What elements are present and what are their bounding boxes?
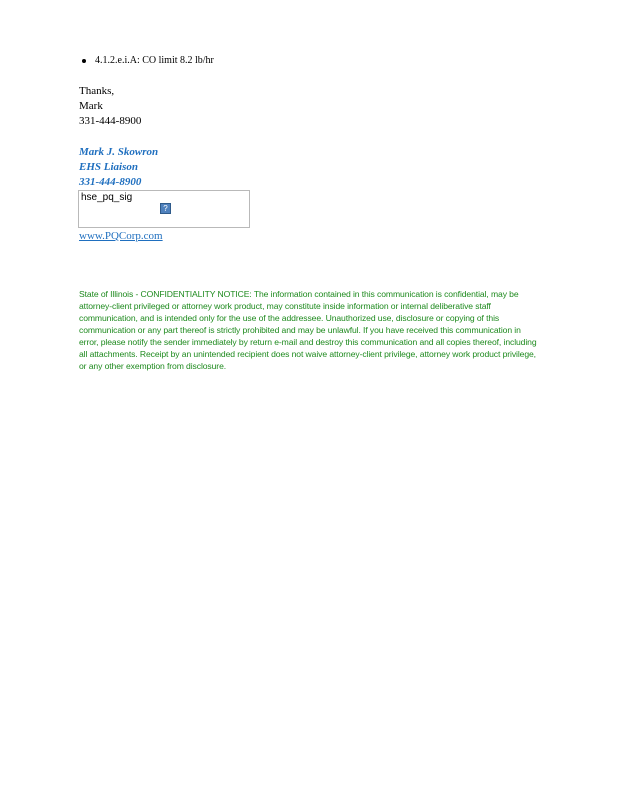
signature-name: Mark J. Skowron xyxy=(79,146,159,158)
closing-phone: 331-444-8900 xyxy=(79,115,142,127)
bullet-icon xyxy=(82,59,86,63)
website-link[interactable]: www.PQCorp.com xyxy=(79,230,163,242)
signature-image-placeholder xyxy=(78,190,250,228)
image-alt-text: hse_pq_sig xyxy=(81,192,133,203)
bullet-list xyxy=(79,54,214,68)
signature-phone: 331-444-8900 xyxy=(79,176,142,188)
list-item-text: 4.1.2.e.i.A: CO limit 8.2 lb/hr xyxy=(95,55,214,66)
closing-name: Mark xyxy=(79,100,103,112)
broken-image-icon: ? xyxy=(160,203,171,214)
closing-thanks: Thanks, xyxy=(79,85,115,97)
list-item xyxy=(79,54,214,68)
confidentiality-notice: State of Illinois - CONFIDENTIALITY NOTICE: The information contained in this communication is confidential, may be attorney-client privileged or attorney work product, may constitute inside information or internal deliberative staff communication, and is intended only for the use of the addressee. Unauthorized use, disclosure or copying of this communication or any part thereof is strictly prohibited and may be unlawful. If you have received this communication in error, please notify the sender immediately by return e-mail and destroy this communication and all copies thereof, including all attachments. Receipt by an unintended recipient does not waive attorney-client privilege, attorney work product privilege, or any other exemption from disclosure. xyxy=(79,289,537,371)
signature-title: EHS Liaison xyxy=(79,161,138,173)
